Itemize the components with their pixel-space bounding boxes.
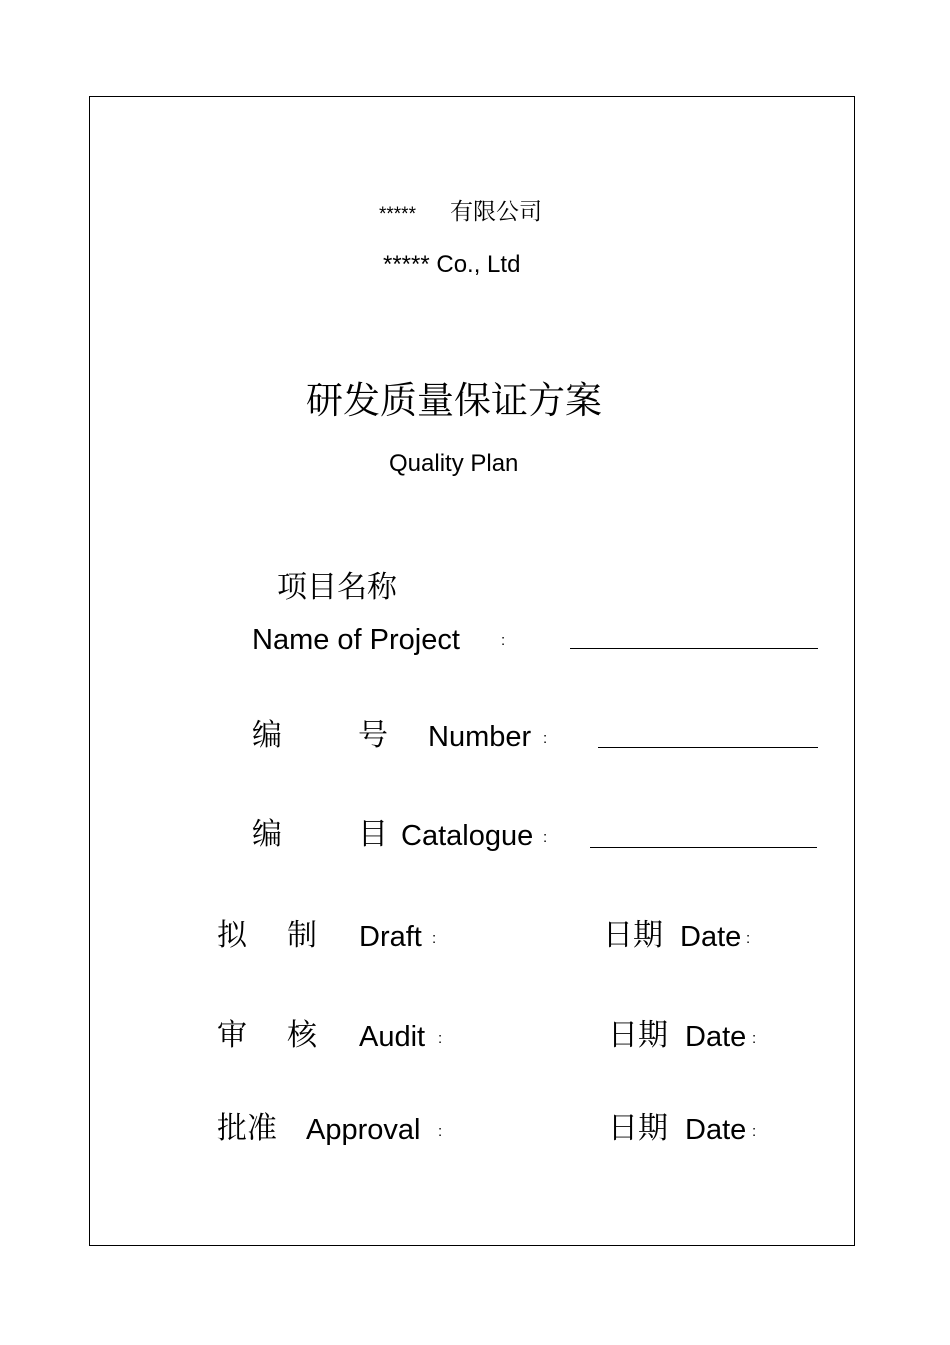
catalogue-label-cn-2: 目 <box>358 817 388 852</box>
draft-date-label-cn: 日期 <box>603 918 663 953</box>
company-en-name: ***** Co., Ltd <box>383 251 521 278</box>
approval-label-cn: 批准 <box>217 1111 277 1146</box>
catalogue-label-cn-1: 编 <box>252 817 282 852</box>
draft-label-cn-1: 拟 <box>217 918 247 953</box>
company-cn-stars: ***** <box>379 204 416 225</box>
catalogue-label-en: Catalogue <box>401 820 534 852</box>
draft-date-label-en: Date <box>680 921 742 953</box>
project-label-en: Name of Project <box>252 624 460 656</box>
draft-label-cn-2: 制 <box>287 918 317 953</box>
audit-date-label-en: Date <box>685 1021 747 1053</box>
document-title-en: Quality Plan <box>389 450 519 477</box>
approval-date-colon: : <box>752 1123 757 1140</box>
audit-date-label-cn: 日期 <box>608 1018 668 1053</box>
number-label-cn-2: 号 <box>358 718 388 753</box>
approval-date-label-en: Date <box>685 1114 747 1146</box>
draft-colon: : <box>432 930 437 947</box>
draft-label-en: Draft <box>359 921 422 953</box>
approval-colon: : <box>438 1123 443 1140</box>
audit-label-cn-2: 核 <box>287 1018 317 1053</box>
project-label-cn: 项目名称 <box>277 570 397 605</box>
approval-label-en: Approval <box>306 1114 421 1146</box>
number-label-cn-1: 编 <box>252 718 282 753</box>
audit-date-colon: : <box>752 1030 757 1047</box>
number-label-en: Number <box>428 721 532 753</box>
approval-date-label-cn: 日期 <box>608 1111 668 1146</box>
catalogue-blank[interactable] <box>590 847 817 848</box>
project-colon: : <box>501 632 506 649</box>
company-cn-name: 有限公司 <box>450 199 542 225</box>
project-name-blank[interactable] <box>570 648 818 649</box>
catalogue-colon: : <box>543 829 548 846</box>
document-title-cn: 研发质量保证方案 <box>306 379 602 422</box>
number-blank[interactable] <box>598 747 818 748</box>
audit-label-en: Audit <box>359 1021 426 1053</box>
number-colon: : <box>543 730 548 747</box>
audit-colon: : <box>438 1030 443 1047</box>
draft-date-colon: : <box>746 930 751 947</box>
audit-label-cn-1: 审 <box>217 1018 247 1053</box>
